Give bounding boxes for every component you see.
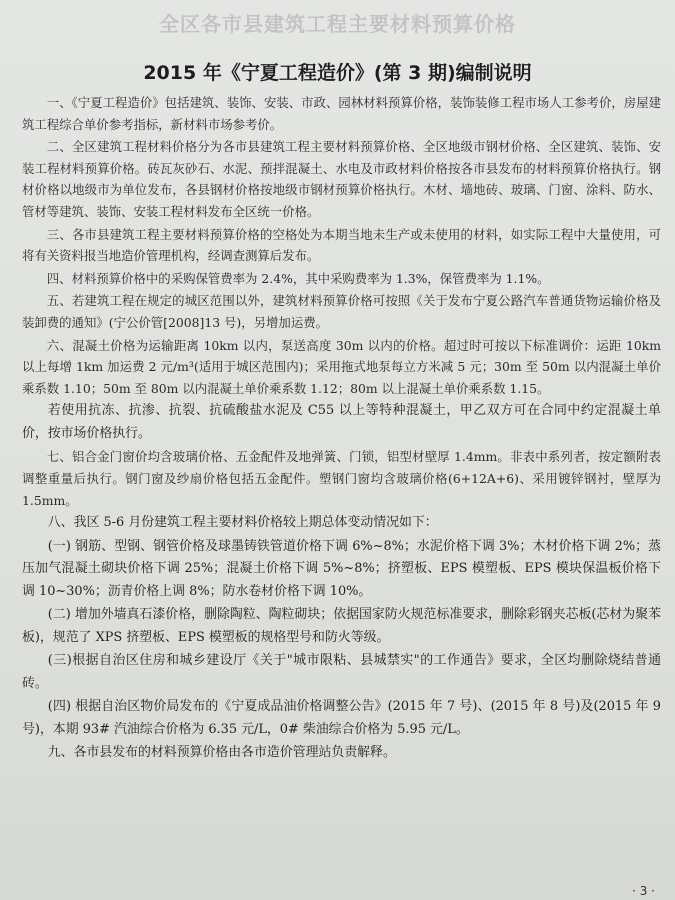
paragraph-4: 四、材料预算价格中的采购保管费率为 2.4%，其中采购费率为 1.3%，保管费率为 1.1%。 bbox=[46, 270, 550, 286]
paragraph-9: 八、我区 5-6 月份建筑工程主要材料价格较上期总体变动情况如下： bbox=[47, 515, 438, 531]
body-text bbox=[22, 92, 661, 766]
paragraph-1: 一、《宁夏工程造价》包括建筑、装饰、安装、市政、园林材料预算价格，装饰装修工程市场人工参考价，房屋建筑工程综合单价参考指标，新材料市场参考价。 bbox=[22, 95, 661, 132]
paragraph-7: 若使用抗冻、抗渗、抗裂、抗硫酸盐水泥及 C55 以上等特种混凝土，甲乙双方可在合同中约定混凝土单价，按市场价格执行。 bbox=[22, 403, 661, 441]
paragraph-11: (二) 增加外墙真石漆价格，删除陶粒、陶粒砌块；依据国家防火规范标准要求，删除彩钢夹芯板(芯材为聚苯板)，规范了 XPS 挤塑板、EPS 模塑板的规格型号和防火等级。 bbox=[22, 607, 661, 645]
paragraph-14: 九、各市县发布的材料预算价格由各市造价管理站负责解释。 bbox=[47, 745, 396, 761]
page-title: 2015 年《宁夏工程造价》(第 3 期)编制说明 bbox=[143, 62, 532, 84]
paragraph-3: 三、各市县建筑工程主要材料预算价格的空格处为本期当地未生产或未使用的材料，如实际工程中大量使用，可将有关资料报当地造价管理机构，经调查测算后发布。 bbox=[22, 226, 661, 264]
running-header: 全区各市县建筑工程主要材料预算价格 bbox=[159, 12, 516, 36]
paragraph-10: (一) 钢筋、型钢、钢管价格及球墨铸铁管道价格下调 6%~8%；水泥价格下调 3%；木材价格下调 2%；蒸压加气混凝土砌块价格下调 25%；混凝土价格下调 5%~8%；挤塑板、EPS 模塑板、EPS 模块保温板价格下调 10~30%；沥青价格上调 8%；防水卷材价格下调 10%。 bbox=[22, 538, 661, 599]
paragraph-8: 七、铝合金门窗价均含玻璃价格、五金配件及地弹簧、门锁，铝型材壁厚 1.4mm。非表中系列者，按定额附表调整重量后执行。钢门窗及纱扇价格包括五金配件。塑钢门窗均含玻璃价格(6+12A+6)、采用镀锌钢衬，壁厚为 1.5mm。 bbox=[22, 449, 661, 508]
paragraph-12: (三)根据自治区住房和城乡建设厅《关于"城市限粘、县城禁实"的工作通告》要求，全区均删除烧结普通砖。 bbox=[22, 653, 661, 691]
paragraph-6: 六、混凝土价格为运输距离 10km 以内，泵送高度 30m 以内的价格。超过时可按以下标准调价：运距 10km 以上每增 1km 加运费 2 元/m³(适用于城区范围内)；采用拖式地泵每立方米减 5 元；30m 至 50m 以内混凝土单价乘系数 1.10；50m 至 80m 以内混凝土单价乘系数 1.12；80m 以上混凝土单价乘系数 1.15。 bbox=[22, 337, 661, 396]
page-number: · 3 · bbox=[632, 884, 655, 898]
paragraph-5: 五、若建筑工程在规定的城区范围以外，建筑材料预算价格可按照《关于发布宁夏公路汽车普通货物运输价格及装卸费的通知》(宁公价管[2008]13 号)，另增加运费。 bbox=[22, 293, 661, 330]
paragraph-2: 二、全区建筑工程材料价格分为各市县建筑工程主要材料预算价格、全区地级市钢材价格、全区建筑、装饰、安装工程材料预算价格。砖瓦灰砂石、水泥、预拌混凝土、水电及市政材料价格按各市县发布的材料预算价格执行。钢材价格以地级市为单位发布，各县钢材价格按地级市钢材预算价格执行。木材、墙地砖、玻璃、门窗、涂料、防水、管材等建筑、装饰、安装工程材料发布全区统一价格。 bbox=[22, 139, 661, 219]
paragraph-13: (四) 根据自治区物价局发布的《宁夏成品油价格调整公告》(2015 年 7 号)、(2015 年 8 号)及(2015 年 9 号)，本期 93# 汽油综合价格为 6.35 元/L，0# 柴油综合价格为 5.95 元/L。 bbox=[22, 699, 661, 737]
